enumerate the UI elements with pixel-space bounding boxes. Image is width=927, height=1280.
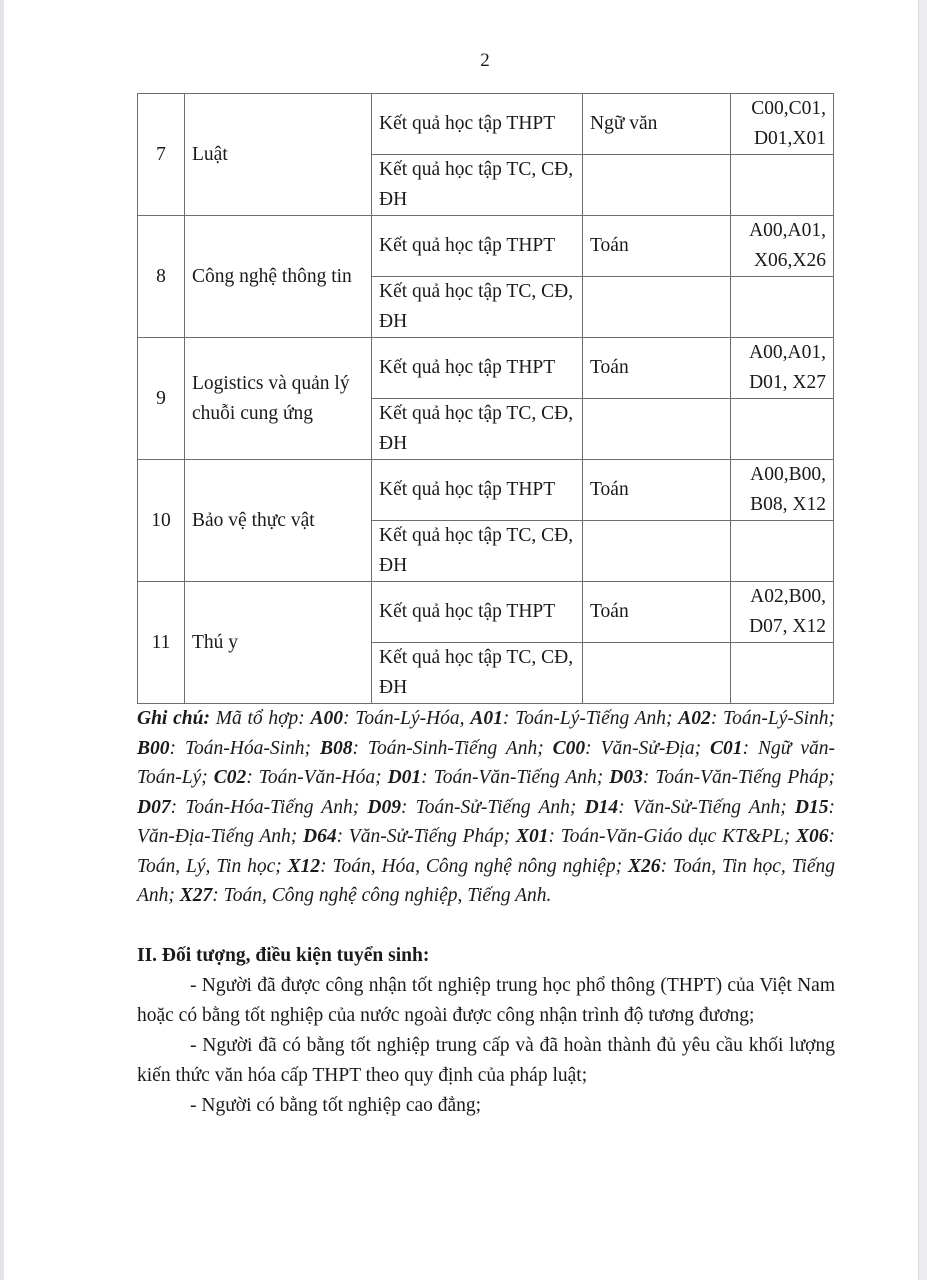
cell-stt: 7 <box>138 94 185 216</box>
combo-description: : Toán, Lý, Tin học; <box>137 826 836 877</box>
combo-description: : Toán-Văn-Giáo dục KT&PL; <box>548 826 796 847</box>
cell-method: Kết quả học tập TC, CĐ, ĐH <box>372 277 583 338</box>
cell-stt: 8 <box>138 216 185 338</box>
cell-method: Kết quả học tập THPT <box>372 582 583 643</box>
combo-description: : Văn-Sử-Địa; <box>585 737 711 759</box>
combo-code: X01 <box>516 826 549 847</box>
cell-major: Công nghệ thông tin <box>185 216 372 338</box>
combo-code: X27 <box>179 885 213 906</box>
combo-code: C02 <box>213 767 247 788</box>
cell-combos: A00,B00, B08, X12 <box>731 460 834 521</box>
table-row <box>138 460 834 521</box>
combo-code: D09 <box>367 796 401 818</box>
cell-combos <box>731 399 834 460</box>
note-label: Ghi chú: <box>137 708 210 729</box>
combo-description: : Văn-Sử-Tiếng Anh; <box>618 796 795 818</box>
note-paragraph <box>137 704 835 911</box>
combo-description: : Toán-Sinh-Tiếng Anh; <box>352 737 553 759</box>
combo-code: D64 <box>302 826 337 847</box>
cell-subject: Toán <box>583 338 731 399</box>
cell-method: Kết quả học tập TC, CĐ, ĐH <box>372 155 583 216</box>
combo-code: C00 <box>552 737 586 759</box>
cell-major: Luật <box>185 94 372 216</box>
combo-description: : Toán-Văn-Tiếng Pháp; <box>642 767 836 788</box>
combo-description: : Toán-Văn-Tiếng Anh; <box>421 767 610 788</box>
combo-description: : Toán-Sử-Tiếng Anh; <box>400 796 585 818</box>
cell-method: Kết quả học tập TC, CĐ, ĐH <box>372 521 583 582</box>
combo-description: : Toán-Hóa-Sinh; <box>169 737 320 759</box>
cell-stt: 10 <box>138 460 185 582</box>
combo-code: X06 <box>796 826 829 847</box>
cell-stt: 9 <box>138 338 185 460</box>
requirement-item: - Người đã có bằng tốt nghiệp trung cấp và đã hoàn thành đủ yêu cầu khối lượng kiến thức văn hóa cấp THPT theo quy định của pháp luật; <box>137 1035 835 1086</box>
cell-combos: A02,B00, D07, X12 <box>731 582 834 643</box>
combo-description: : Văn-Sử-Tiếng Pháp; <box>336 826 516 847</box>
combo-code: X12 <box>287 855 321 877</box>
combo-code: C01 <box>710 737 743 759</box>
combo-description: : Toán-Lý-Hóa, <box>343 708 471 729</box>
combo-code: A02 <box>678 708 711 729</box>
combo-code: D15 <box>794 796 829 818</box>
combo-description: : Toán, Hóa, Công nghệ nông nghiệp; <box>320 855 629 877</box>
cell-subject: Toán <box>583 216 731 277</box>
cell-combos <box>731 277 834 338</box>
cell-major: Bảo vệ thực vật <box>185 460 372 582</box>
cell-subject <box>583 643 731 704</box>
cell-subject <box>583 521 731 582</box>
table-row <box>138 94 834 155</box>
cell-major: Logistics và quản lý chuỗi cung ứng <box>185 338 372 460</box>
note-intro: Mã tổ hợp: <box>209 708 311 729</box>
cell-combos: A00,A01, D01, X27 <box>731 338 834 399</box>
combo-description: : Toán-Lý-Tiếng Anh; <box>502 708 679 729</box>
admission-requirements-section <box>137 941 835 1121</box>
cell-combos <box>731 643 834 704</box>
combo-code: X26 <box>628 855 661 877</box>
combo-description: : Toán, Tin học, Tiếng Anh; <box>137 855 836 906</box>
combo-description: : Toán, Công nghệ công nghiệp, Tiếng Anh. <box>212 885 552 906</box>
admission-table <box>137 93 834 704</box>
cell-combos <box>731 521 834 582</box>
cell-subject: Toán <box>583 582 731 643</box>
cell-combos <box>731 155 834 216</box>
cell-major: Thú y <box>185 582 372 704</box>
cell-subject: Ngữ văn <box>583 94 731 155</box>
combo-code: A01 <box>470 708 503 729</box>
page-number: 2 <box>480 50 490 71</box>
combo-code: B08 <box>319 737 353 759</box>
table-row <box>138 216 834 277</box>
combo-code: B00 <box>137 737 170 759</box>
page-edge-left <box>0 0 4 1280</box>
requirement-item: - Người có bằng tốt nghiệp cao đẳng; <box>190 1095 482 1116</box>
section-heading: II. Đối tượng, điều kiện tuyển sinh: <box>137 945 430 966</box>
cell-method: Kết quả học tập THPT <box>372 216 583 277</box>
cell-method: Kết quả học tập THPT <box>372 338 583 399</box>
cell-combos: C00,C01, D01,X01 <box>731 94 834 155</box>
combo-code: D03 <box>609 767 643 788</box>
combo-code: D01 <box>387 767 422 788</box>
table-row <box>138 338 834 399</box>
cell-combos: A00,A01, X06,X26 <box>731 216 834 277</box>
cell-method: Kết quả học tập THPT <box>372 94 583 155</box>
combo-code: A00 <box>310 708 344 729</box>
combo-description: : Toán-Văn-Hóa; <box>246 767 388 788</box>
combo-description: : Toán-Hóa-Tiếng Anh; <box>170 796 368 818</box>
combo-description: : Văn-Địa-Tiếng Anh; <box>137 796 835 847</box>
cell-subject <box>583 277 731 338</box>
combo-code: D07 <box>137 796 171 818</box>
combo-description: : Toán-Lý-Sinh; <box>710 708 836 729</box>
cell-stt: 11 <box>138 582 185 704</box>
cell-method: Kết quả học tập TC, CĐ, ĐH <box>372 399 583 460</box>
combo-code: D14 <box>584 796 619 818</box>
requirement-item: - Người đã được công nhận tốt nghiệp trung học phổ thông (THPT) của Việt Nam hoặc có bằng tốt nghiệp của nước ngoài được công nhận trình độ tương đương; <box>137 975 835 1026</box>
cell-subject <box>583 399 731 460</box>
cell-subject <box>583 155 731 216</box>
combo-description: : Ngữ văn-Toán-Lý; <box>137 737 835 788</box>
cell-subject: Toán <box>583 460 731 521</box>
cell-method: Kết quả học tập THPT <box>372 460 583 521</box>
page-edge-right <box>918 0 927 1280</box>
table-row <box>138 582 834 643</box>
cell-method: Kết quả học tập TC, CĐ, ĐH <box>372 643 583 704</box>
